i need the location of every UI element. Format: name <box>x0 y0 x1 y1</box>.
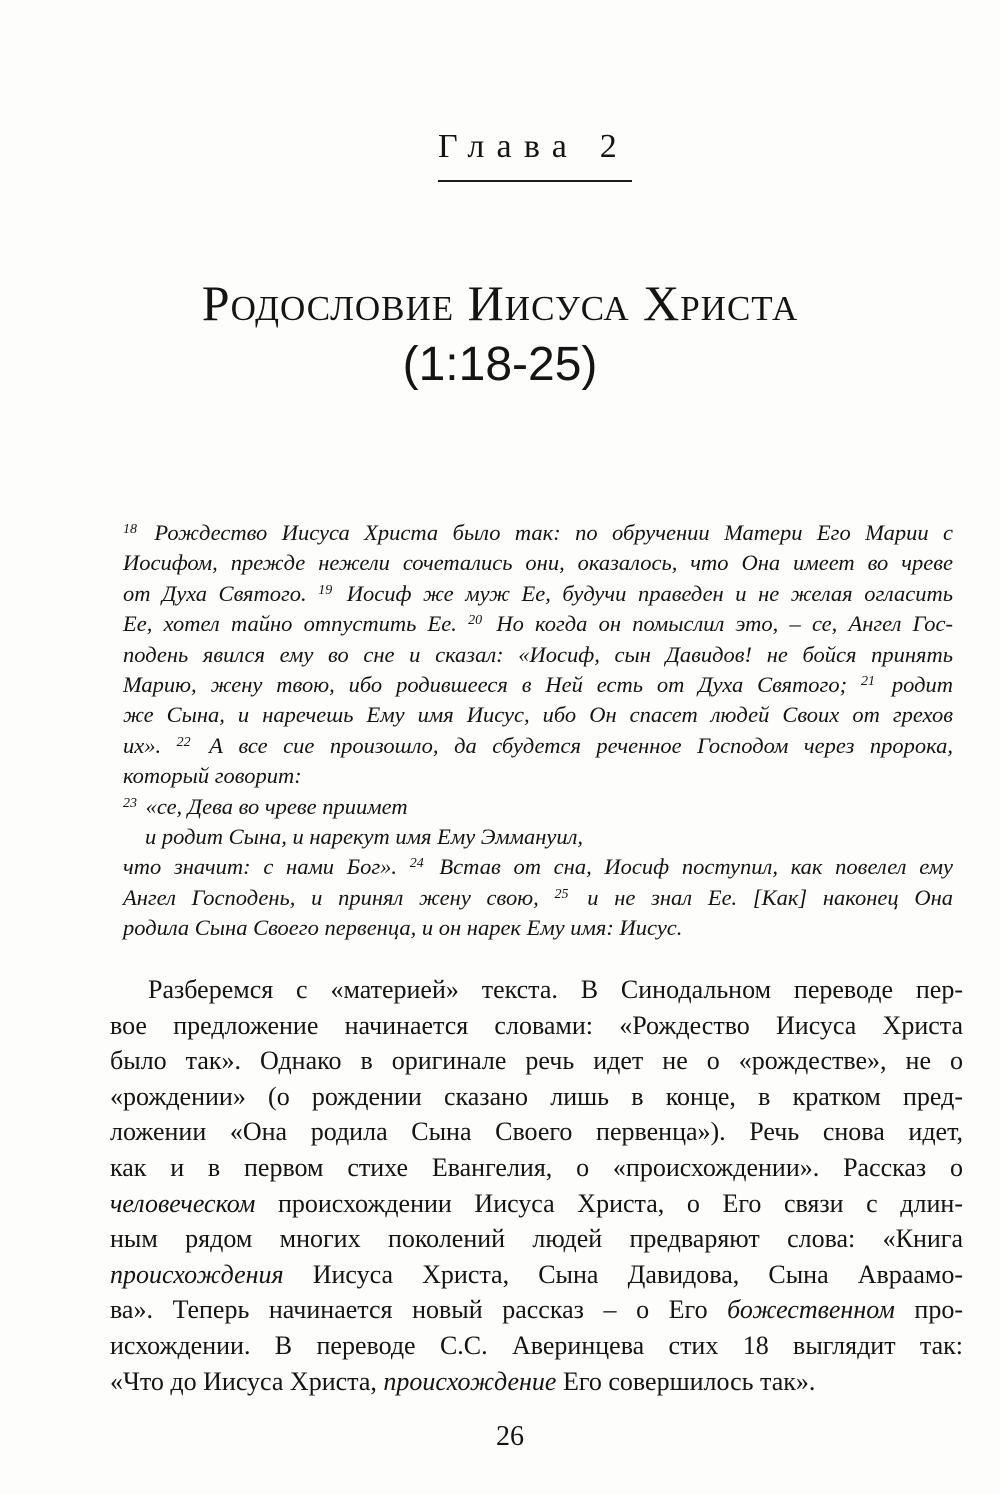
text-run: Встав от сна, Иосиф поступил, как повелел ему <box>426 854 953 880</box>
text-run: «Что до Иисуса Христа, <box>110 1366 384 1396</box>
scripture-line <box>123 761 953 791</box>
scripture-line <box>123 913 953 943</box>
verse-number: 24 <box>409 856 424 872</box>
text-run: Разберемся с «материей» текста. В Синодальном переводе пер- <box>148 975 963 1004</box>
verse-number: 20 <box>468 613 483 629</box>
text-run: который говорит: <box>123 763 302 789</box>
paragraph-line <box>110 1328 963 1364</box>
verse-number: 18 <box>123 522 137 537</box>
text-run: родит <box>878 672 953 698</box>
scripture-line <box>123 822 953 852</box>
verse-number: 22 <box>176 734 191 750</box>
emphasized-text: происхождения <box>110 1259 284 1289</box>
text-run: исхождении. В переводе С.С. Аверинцева стих 18 выглядит так: <box>110 1330 963 1360</box>
commentary-paragraph <box>110 972 963 1399</box>
text-run: их». <box>123 732 177 758</box>
emphasized-text: происхождение <box>383 1366 557 1396</box>
scripture-line <box>123 883 953 913</box>
text-run: Иосифом, прежде нежели сочетались они, оказалось, что Она имеет во чреве <box>123 550 953 576</box>
paragraph-line <box>110 1079 963 1115</box>
text-run: происхождении Иисуса Христа, о Его связи с длин- <box>255 1188 963 1218</box>
scripture-line <box>123 548 953 578</box>
paragraph-line <box>110 1364 963 1400</box>
text-run: подень явился ему во сне и сказал: «Иосиф, сын Давидов! не бойся принять <box>123 641 953 667</box>
verse-number: 19 <box>318 582 333 598</box>
text-run: Марию, жену твою, ибо родившееся в Ней есть от Духа Святого; <box>123 672 861 698</box>
text-run: «се, Дева во чреве приимет <box>140 793 408 819</box>
text-run: Ангел Господень, и принял жену свою, <box>123 884 555 910</box>
paragraph-line <box>110 1186 963 1222</box>
text-run: Ее, хотел тайно отпустить Ее. <box>123 611 469 637</box>
paragraph-line <box>110 1150 963 1186</box>
scripture-line <box>123 518 953 548</box>
text-run: родила Сына Своего первенца, и он нарек Ему имя: Иисус. <box>123 915 683 941</box>
text-run: ным рядом многих поколений людей предваряют слова: «Книга <box>110 1224 963 1254</box>
scripture-line <box>123 700 953 730</box>
scripture-line <box>123 609 953 639</box>
emphasized-text: человеческом <box>110 1188 256 1218</box>
verse-number: 21 <box>861 674 875 690</box>
paragraph-line <box>110 1221 963 1257</box>
page-number: 26 <box>496 1421 524 1452</box>
chapter-title: Родословие Иисуса Христа <box>201 275 799 331</box>
text-run: Иисуса Христа, Сына Давидова, Сына Авраамо- <box>283 1259 963 1289</box>
text-run: было так». Однако в оригинале речь идет не о «рождестве», не о <box>110 1046 963 1076</box>
verse-number: 25 <box>554 886 569 902</box>
paragraph-line <box>110 972 963 1008</box>
paragraph-line <box>110 1008 963 1044</box>
text-run: «рождении» (о рождении сказано лишь в конце, в кратком пред- <box>110 1081 963 1111</box>
scripture-passage <box>123 518 953 944</box>
scripture-line <box>123 792 953 822</box>
text-run: про- <box>894 1295 963 1325</box>
scripture-line <box>123 670 953 700</box>
text-run: и родит Сына, и нарекут имя Ему Эммануил, <box>145 824 584 850</box>
paragraph-line <box>110 1292 963 1328</box>
chapter-label: Глава 2 <box>438 128 630 165</box>
text-run: Рождество Иисуса Христа было так: по обручении Матери Его Марии с <box>140 520 953 545</box>
text-run: вое предложение начинается словами: «Рождество Иисуса Христа <box>110 1010 963 1040</box>
text-run: ложении «Она родила Сына Своего первенца»). Речь снова идет, <box>110 1117 963 1147</box>
chapter-underline <box>438 180 632 182</box>
text-run: Но когда он помыслил это, – се, Ангел Гос- <box>485 611 953 637</box>
text-run: и не знал Ее. [Как] наконец Она <box>571 884 954 910</box>
text-run: Его совершилось так». <box>556 1366 816 1396</box>
scripture-line <box>123 852 953 882</box>
scripture-line <box>123 640 953 670</box>
emphasized-text: божественном <box>727 1295 895 1325</box>
paragraph-line <box>110 1043 963 1079</box>
scripture-line <box>123 579 953 609</box>
text-run: А все сие произошло, да сбудется реченное Господом через пророка, <box>193 732 953 758</box>
text-run: что значит: с нами Бог». <box>123 854 410 880</box>
text-run: Иосиф же муж Ее, будучи праведен и не желая огласить <box>335 580 953 606</box>
paragraph-line <box>110 1257 963 1293</box>
scripture-line <box>123 731 953 761</box>
chapter-verse-range: (1:18-25) <box>402 338 598 391</box>
text-run: как и в первом стихе Евангелия, о «происхождении». Рассказ о <box>110 1152 963 1182</box>
verse-number: 23 <box>123 795 137 811</box>
text-run: ва». Теперь начинается новый рассказ – о Его <box>110 1295 728 1325</box>
text-run: же Сына, и наречешь Ему имя Иисус, ибо Он спасет людей Своих от грехов <box>123 702 953 728</box>
text-run: от Духа Святого. <box>123 580 319 606</box>
paragraph-line <box>110 1114 963 1150</box>
